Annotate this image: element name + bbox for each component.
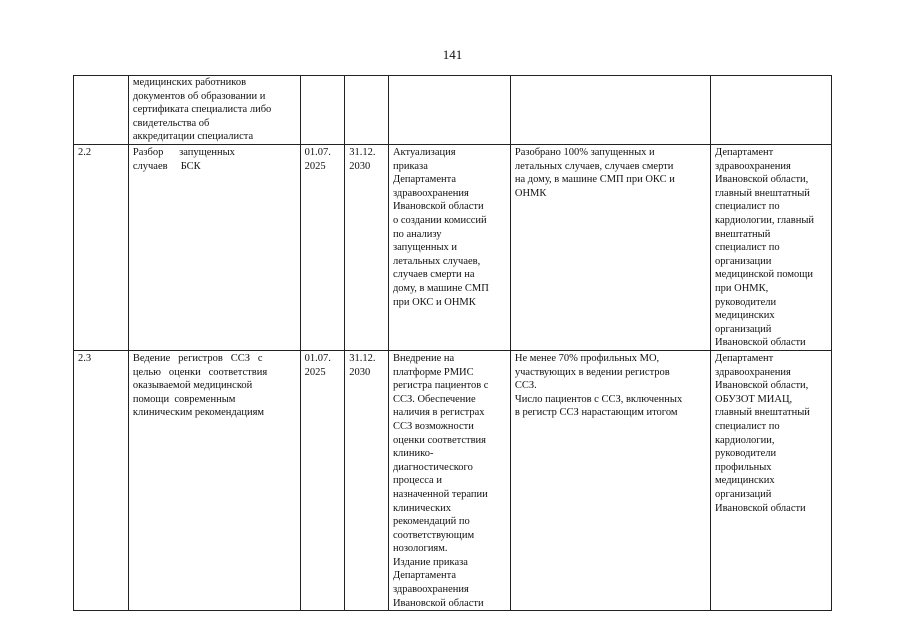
cell-text-line: медицинской помощи xyxy=(715,269,814,281)
cell-end-date xyxy=(345,144,389,350)
cell-text-line: о создании комиссий xyxy=(392,214,487,226)
cell-end-date xyxy=(345,350,389,610)
cell-text-line: назначенной терапии xyxy=(392,488,488,500)
cell-text-line: Число пациентов с ССЗ, включенных xyxy=(514,393,683,405)
cell-text-line: дому, в машине СМП xyxy=(392,282,489,294)
cell-text-line: помощи современным xyxy=(132,393,236,405)
cell-text-line: наличия в регистрах xyxy=(392,407,485,419)
cell-name xyxy=(128,350,300,610)
cell-text-line: при ОКС и ОНМК xyxy=(392,296,476,308)
cell-name xyxy=(128,144,300,350)
cell-text-line: при ОНМК, xyxy=(715,282,769,294)
cell-text-line: медицинских работников xyxy=(132,77,247,88)
cell-text-line: профильных xyxy=(715,461,772,473)
cell-number xyxy=(74,144,129,350)
cell-result xyxy=(388,76,510,145)
cell-text-line: свидетельства об xyxy=(132,117,210,129)
cell-indicator xyxy=(510,76,710,145)
cell-number xyxy=(74,76,129,145)
cell-text-line: целью оценки соответствия xyxy=(132,366,268,378)
cell-text-line: Внедрение на xyxy=(392,352,455,364)
cell-text-line: организаций xyxy=(715,488,772,500)
cell-text-line: 31.12. xyxy=(349,146,376,158)
cell-text-line: ССЗ. xyxy=(514,380,537,392)
cell-text-line: руководители xyxy=(715,448,777,460)
cell-text-line: участвующих в ведении регистров xyxy=(514,366,670,378)
cell-text-line: здравоохранения xyxy=(392,584,469,596)
cell-indicator xyxy=(510,350,710,610)
cell-text-line: Ведение регистров ССЗ с xyxy=(132,352,263,364)
cell-text-line: специалист по xyxy=(715,420,780,432)
cell-text-line: клинических xyxy=(392,502,451,514)
cell-text-line: случаев смерти на xyxy=(392,269,475,281)
table-row xyxy=(74,76,832,145)
cell-text-line: процесса и xyxy=(392,475,442,487)
cell-text-line: 2.2 xyxy=(78,146,92,158)
cell-text-line: платформе РМИС xyxy=(392,366,474,378)
cell-start-date xyxy=(300,144,345,350)
cell-text-line: 2030 xyxy=(349,366,371,378)
cell-text-line: Ивановской области xyxy=(715,337,806,349)
cell-text-line: здравоохранения xyxy=(715,366,791,378)
cell-text-line: летальных случаев, xyxy=(392,255,481,267)
cell-text-line: медицинских xyxy=(715,475,775,487)
cell-responsible xyxy=(711,144,832,350)
cell-start-date xyxy=(300,76,345,145)
cell-text-line: руководители xyxy=(715,296,777,308)
cell-text-line: кардиологии, xyxy=(715,434,775,446)
cell-text-line: клиническим рекомендациям xyxy=(132,407,265,419)
cell-text-line: запущенных и xyxy=(392,242,458,254)
cell-text-line: Департамента xyxy=(392,174,456,186)
cell-text-line: Ивановской области xyxy=(392,597,484,609)
cell-text-line: 01.07. xyxy=(304,146,331,158)
cell-text-line: приказа xyxy=(392,160,428,172)
cell-responsible xyxy=(711,76,832,145)
cell-name xyxy=(128,76,300,145)
cell-text-line: Не менее 70% профильных МО, xyxy=(514,352,660,364)
cell-responsible xyxy=(711,350,832,610)
cell-text-line: нозологиям. xyxy=(392,543,448,555)
cell-text-line: Издание приказа xyxy=(392,556,468,568)
cell-text-line: Ивановской области xyxy=(392,201,484,213)
cell-text-line: Департамент xyxy=(715,146,774,158)
cell-text-line: Разбор запущенных xyxy=(132,146,235,158)
activities-table xyxy=(73,75,832,611)
cell-text-line: клинико- xyxy=(392,448,434,460)
cell-text-line: ОНМК xyxy=(514,187,547,199)
page-number: 141 xyxy=(442,47,463,62)
cell-text-line: Департамент xyxy=(715,352,774,364)
table-row xyxy=(74,350,832,610)
cell-text-line: документов об образовании и xyxy=(132,90,266,102)
cell-text-line: организации xyxy=(715,255,772,267)
cell-start-date xyxy=(300,350,345,610)
cell-text-line: Ивановской области, xyxy=(715,174,809,186)
cell-text-line: Ивановской области xyxy=(715,502,806,514)
cell-number xyxy=(74,350,129,610)
cell-text-line: по анализу xyxy=(392,228,442,240)
cell-text-line: специалист по xyxy=(715,201,780,213)
cell-text-line: на дому, в машине СМП при ОКС и xyxy=(514,174,675,186)
cell-text-line: здравоохранения xyxy=(715,160,791,172)
cell-indicator xyxy=(510,144,710,350)
cell-text-line: аккредитации специалиста xyxy=(132,131,254,143)
cell-text-line: медицинских xyxy=(715,310,775,322)
table-row xyxy=(74,144,832,350)
cell-result xyxy=(388,350,510,610)
cell-text-line: 01.07. xyxy=(304,352,331,364)
cell-text-line: ССЗ возможности xyxy=(392,420,474,432)
cell-text-line: рекомендаций по xyxy=(392,516,470,528)
cell-text-line: в регистр ССЗ нарастающим итогом xyxy=(514,407,678,419)
cell-text-line: организаций xyxy=(715,323,772,335)
cell-text-line: специалист по xyxy=(715,242,780,254)
cell-text-line: случаев БСК xyxy=(132,160,201,172)
table-body xyxy=(74,76,832,611)
cell-text-line: регистра пациентов с xyxy=(392,380,489,392)
cell-text-line: Актуализация xyxy=(392,146,456,158)
cell-text-line: 31.12. xyxy=(349,352,376,364)
cell-text-line: Ивановской области, xyxy=(715,380,809,392)
cell-text-line: кардиологии, главный xyxy=(715,214,815,226)
cell-text-line: Департамента xyxy=(392,570,456,582)
cell-text-line: внештатный xyxy=(715,228,771,240)
cell-end-date xyxy=(345,76,389,145)
cell-text-line: 2.3 xyxy=(78,352,92,364)
cell-text-line: оказываемой медицинской xyxy=(132,380,253,392)
cell-result xyxy=(388,144,510,350)
cell-text-line: 2025 xyxy=(304,160,326,172)
cell-text-line: главный внештатный xyxy=(715,187,810,199)
cell-text-line: ОБУЗОТ МИАЦ, xyxy=(715,393,793,405)
cell-text-line: диагностического xyxy=(392,461,473,473)
cell-text-line: 2025 xyxy=(304,366,326,378)
cell-text-line: летальных случаев, случаев смерти xyxy=(514,160,674,172)
cell-text-line: 2030 xyxy=(349,160,371,172)
cell-text-line: Разобрано 100% запущенных и xyxy=(514,146,655,158)
cell-text-line: главный внештатный xyxy=(715,407,810,419)
cell-text-line: соответствующим xyxy=(392,529,475,541)
cell-text-line: здравоохранения xyxy=(392,187,469,199)
cell-text-line: ССЗ. Обеспечение xyxy=(392,393,476,405)
cell-text-line: сертификата специалиста либо xyxy=(132,104,272,116)
cell-text-line: оценки соответствия xyxy=(392,434,486,446)
